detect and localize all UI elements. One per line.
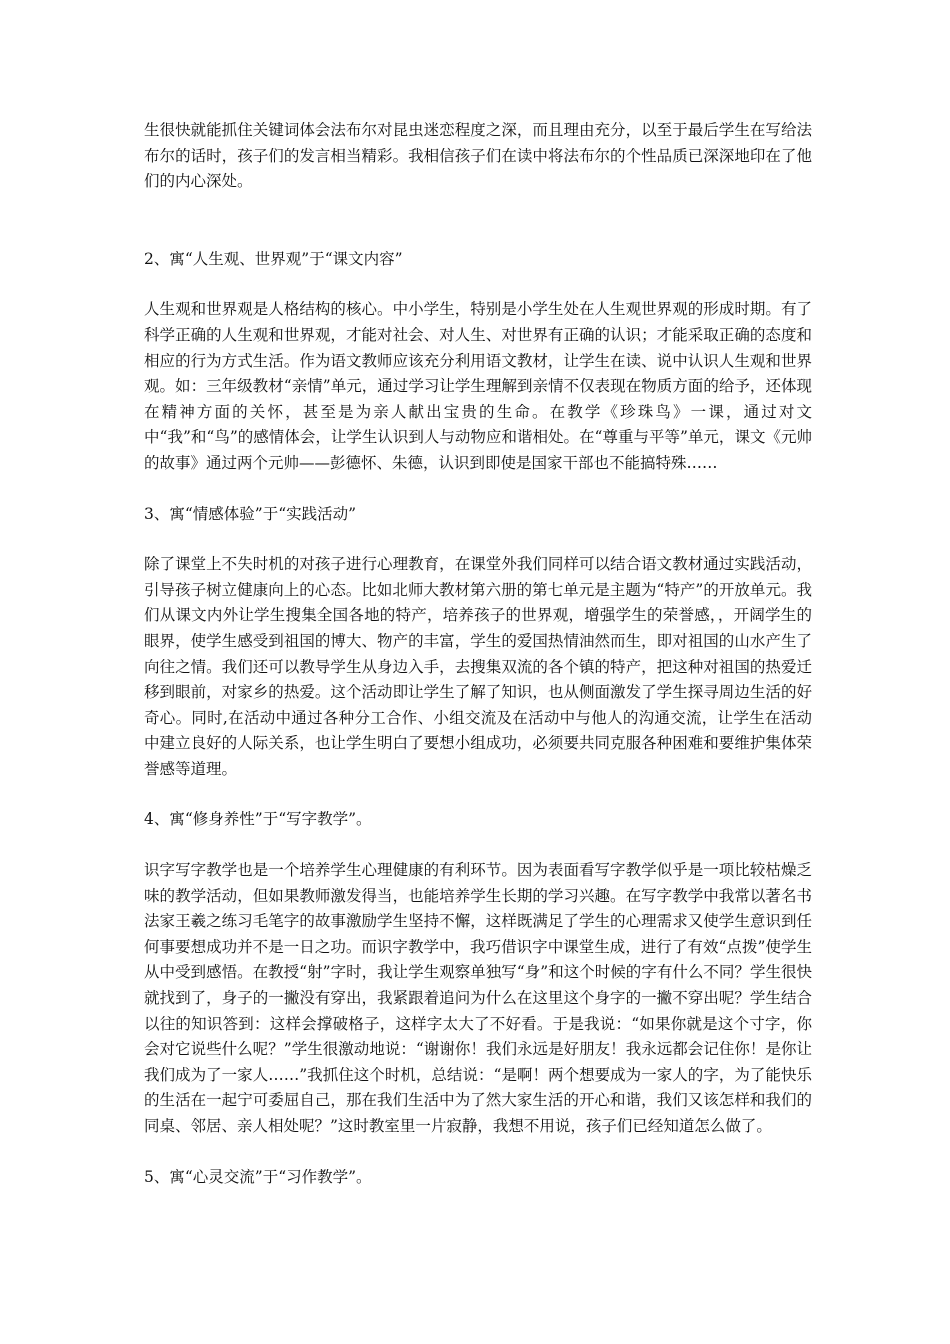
section-heading-5: 5、寓“心灵交流”于“习作教学”。 [144,1167,372,1186]
section-body-3: 除了课堂上不失时机的对孩子进行心理教育，在课堂外我们同样可以结合语文教材通过实践活动，引导孩子树立健康向上的心态。比如北师大教材第六册的第七单元是主题为“特产”的开放单元。我们从课文内外让学生搜集全国各地的特产，培养孩子的世界观，增强学生的荣誉感，，开阔学生的眼界，使学生感受到祖国的博大、物产的丰富，学生的爱国热情油然而生，即对祖国的山水产生了向往之情。我们还可以教导学生从身边入手，去搜集双流的各个镇的特产，把这种对祖国的热爱迁移到眼前，对家乡的热爱。这个活动即让学生了解了知识，也从侧面激发了学生探寻周边生活的好奇心。同时,在活动中通过各种分工合作、小组交流及在活动中与他人的沟通交流，让学生在活动中建立良好的人际关系，也让学生明白了要想小组成功，必须要共同克服各种困难和要维护集体荣誉感等道理。 [144,555,812,778]
section-body-2: 人生观和世界观是人格结构的核心。中小学生，特别是小学生处在人生观世界观的形成时期。有了科学正确的人生观和世界观，才能对社会、对人生、对世界有正确的认识；才能采取正确的态度和相应的行为方式生活。作为语文教师应该充分利用语文教材，让学生在读、说中认识人生观和世界观。如：三年级教材“亲情”单元，通过学习让学生理解到亲情不仅表现在物质方面的给予，还体现在精神方面的关怀，甚至是为亲人献出宝贵的生命。在教学《珍珠鸟》一课，通过对文中“我”和“鸟”的感情体会，让学生认识到人与动物应和谐相处。在“尊重与平等”单元，课文《元帅的故事》通过两个元帅——彭德怀、朱德，认识到即使是国家干部也不能搞特殊…… [144,300,812,472]
spacer [144,477,812,502]
section-body-4: 识字写字教学也是一个培养学生心理健康的有利环节。因为表面看写字教学似乎是一项比较枯燥乏味的教学活动，但如果教师激发得当，也能培养学生长期的学习兴趣。在写字教学中我常以著名书法家王羲之练习毛笔字的故事激励学生坚持不懈，这样既满足了学生的心理需求又使学生意识到任何事要想成功并不是一日之功。而识字教学中，我巧借识字中课堂生成，进行了有效“点拨”使学生从中受到感悟。在教授“射”字时，我让学生观察单独写“身”和这个时候的字有什么不同？学生很快就找到了，身子的一撇没有穿出，我紧跟着追问为什么在这里这个身字的一撇不穿出呢？学生结合以往的知识答到：这样会撑破格子，这样字太大了不好看。于是我说：“如果你就是这个寸字，你会对它说些什么呢？”学生很激动地说：“谢谢你！我们永远是好朋友！我永远都会记住你！是你让我们成为了一家人……”我抓住这个时机，总结说：“是啊！两个想要成为一家人的字，为了能快乐的生活在一起宁可委屈自己，那在我们生活中为了然大家生活的开心和谐，我们又该怎样和我们的同桌、邻居、亲人相处呢？”这时教室里一片寂静，我想不用说，孩子们已经知道怎么做了。 [144,861,812,1135]
section-heading-3: 3、寓“情感体验”于“实践活动” [144,504,357,523]
section-heading-2: 2、寓“人生观、世界观”于“课文内容” [144,249,403,268]
spacer [144,833,812,858]
spacer [144,527,812,552]
spacer [144,782,812,807]
spacer [144,195,812,247]
document-page [144,118,812,1190]
section-heading-4: 4、寓“修身养性”于“写字教学”。 [144,810,372,829]
spacer [144,1140,812,1165]
spacer [144,272,812,297]
intro-paragraph: 生很快就能抓住关键词体会法布尔对昆虫迷恋程度之深，而且理由充分，以至于最后学生在写给法布尔的话时，孩子们的发言相当精彩。我相信孩子们在读中将法布尔的个性品质已深深地印在了他们的内心深处。 [144,121,812,191]
